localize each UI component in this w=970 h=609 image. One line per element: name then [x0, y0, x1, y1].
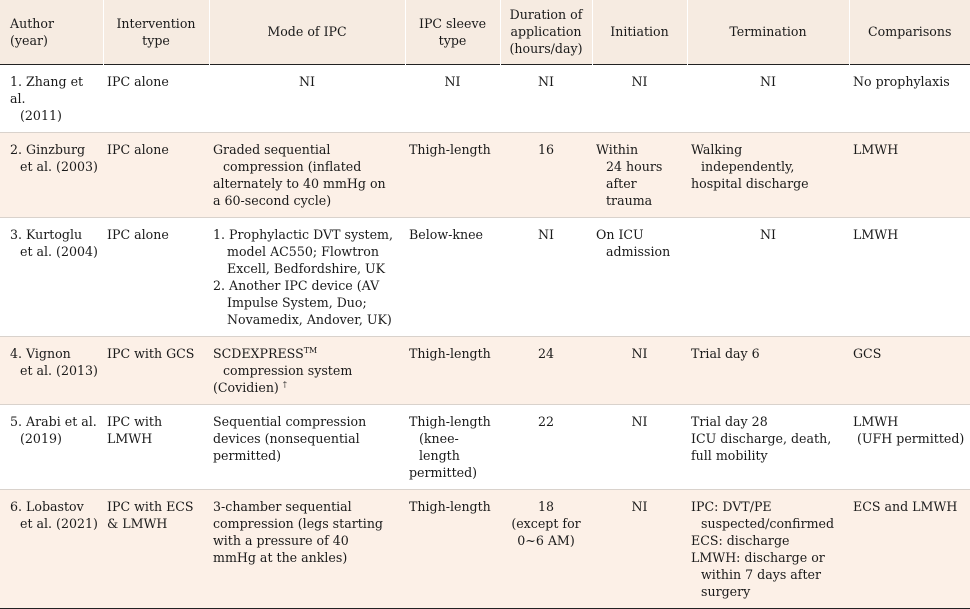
table-row — [0, 336, 970, 404]
table-row — [0, 64, 970, 132]
cell-mode: Sequential compression devices (nonsequential permitted) — [213, 413, 367, 463]
cell-sleeve: Thigh-length — [409, 345, 491, 361]
cell-mode: Graded sequential compression (inflated alternately to 40 mmHg on a 60-second cycle) — [213, 141, 386, 208]
cell-initiation: NI — [631, 345, 648, 361]
cell-sleeve: Thigh-length — [409, 498, 491, 514]
header-mode-of-ipc: Mode of IPC — [209, 0, 405, 64]
header-initiation: Initiation — [592, 0, 687, 64]
cell-author: 5. Arabi et al. (2019) — [10, 413, 97, 446]
cell-author: 4. Vignon et al. (2013) — [10, 345, 98, 378]
cell-termination: IPC: DVT/PE suspected/confirmed ECS: discharge LMWH: discharge or within 7 days after surgery — [691, 498, 835, 599]
header-termination: Termination — [687, 0, 849, 64]
header-comparisons: Comparisons — [849, 0, 970, 64]
cell-termination: Walking independently, hospital discharge — [691, 141, 809, 191]
cell-mode: SCDEXPRESS™ compression system (Covidien) † — [213, 345, 353, 395]
cell-intervention: IPC alone — [107, 141, 169, 157]
cell-duration: NI — [538, 226, 554, 242]
table-row — [0, 132, 970, 217]
cell-duration: 18 (except for 0~6 AM) — [511, 498, 581, 548]
cell-initiation: Within 24 hours after trauma — [596, 141, 663, 208]
cell-intervention: IPC with LMWH — [107, 413, 163, 446]
cell-comparisons: LMWH (UFH permitted) — [853, 413, 965, 446]
cell-author: 2. Ginzburg et al. (2003) — [10, 141, 98, 174]
cell-intervention: IPC alone — [107, 73, 169, 89]
header-author: Author (year) — [10, 15, 54, 48]
header-row — [0, 0, 970, 64]
cell-comparisons: LMWH — [853, 141, 899, 157]
cell-comparisons: LMWH — [853, 226, 899, 242]
cell-intervention: IPC with GCS — [107, 345, 195, 361]
cell-duration: 16 — [537, 141, 555, 157]
cell-initiation: NI — [631, 498, 648, 514]
cell-author: 3. Kurtoglu et al. (2004) — [10, 226, 98, 259]
footnote-dagger: † — [282, 379, 287, 389]
cell-termination: NI — [760, 226, 776, 242]
cell-initiation: On ICU admission — [596, 226, 671, 259]
cell-sleeve: Thigh-length (knee-length permitted) — [409, 413, 491, 480]
cell-author: 6. Lobastov et al. (2021) — [10, 498, 98, 531]
cell-author: 1. Zhang et al. (2011) — [10, 73, 84, 123]
table-row — [0, 404, 970, 489]
cell-comparisons: No prophylaxis — [853, 73, 950, 89]
cell-sleeve: Thigh-length — [409, 141, 491, 157]
cell-initiation: NI — [631, 73, 648, 89]
cell-duration: 24 — [537, 345, 555, 361]
cell-intervention: IPC with ECS & LMWH — [107, 498, 194, 531]
table-row — [0, 217, 970, 336]
cell-mode: 3-chamber sequential compression (legs starting with a pressure of 40 mmHg at the ankles) — [213, 498, 383, 565]
cell-sleeve: Below-knee — [409, 226, 484, 242]
cell-mode: 1. Prophylactic DVT system, model AC550; Flowtron Excell, Bedfordshire, UK 2. Another IPC device (AV Impulse System, Duo; Novamedix, Andover, UK) — [213, 226, 393, 327]
cell-intervention: IPC alone — [107, 226, 169, 242]
cell-duration: NI — [538, 73, 554, 89]
cell-initiation: NI — [631, 413, 648, 429]
header-intervention-type: Intervention type — [103, 0, 209, 64]
header-sleeve-type: IPC sleeve type — [405, 0, 500, 64]
cell-comparisons: GCS — [853, 345, 882, 361]
cell-termination: Trial day 28 ICU discharge, death, full mobility — [691, 413, 832, 463]
cell-sleeve: NI — [444, 73, 461, 89]
cell-termination: Trial day 6 — [691, 345, 760, 361]
cell-comparisons: ECS and LMWH — [853, 498, 958, 514]
cell-termination: NI — [760, 73, 776, 89]
cell-mode: NI — [299, 73, 315, 89]
header-duration: Duration of application (hours/day) — [500, 0, 592, 64]
table-row — [0, 489, 970, 608]
cell-duration: 22 — [537, 413, 555, 429]
